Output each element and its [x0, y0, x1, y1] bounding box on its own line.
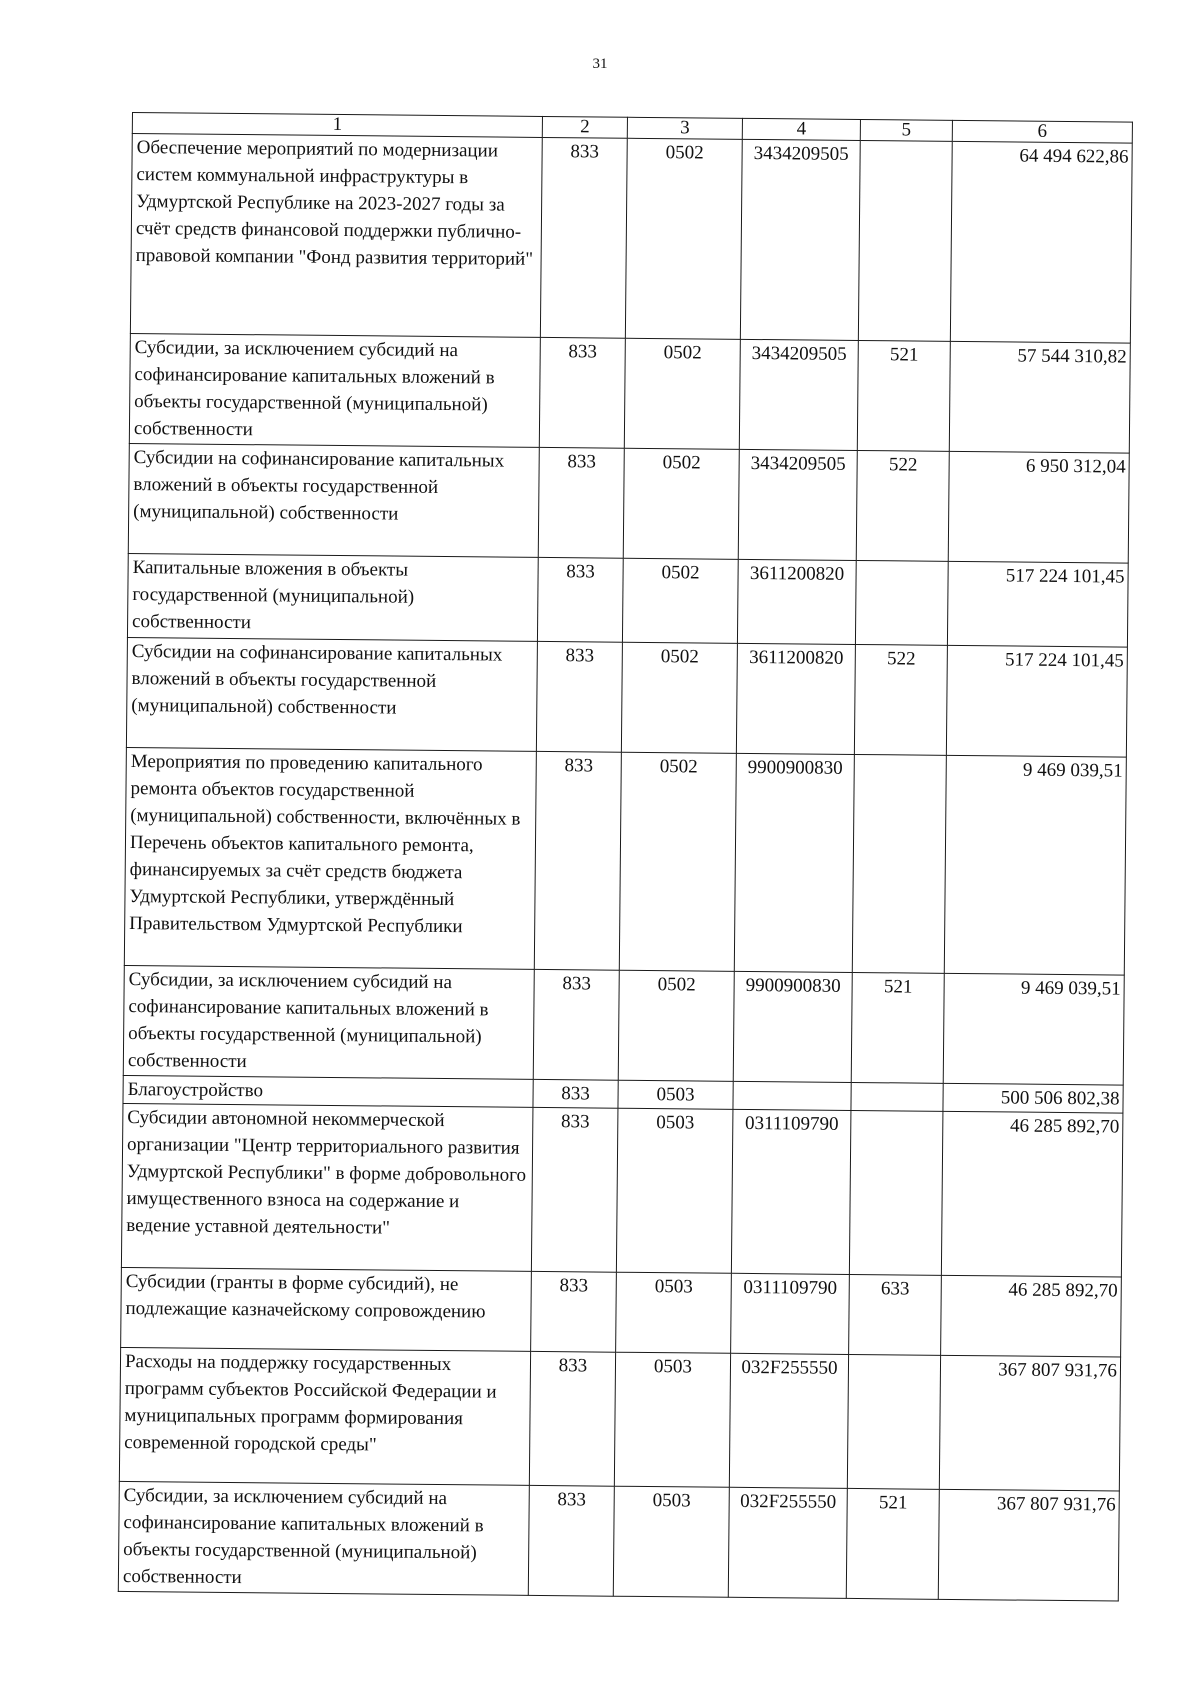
expense-name: Субсидии, за исключением субсидий на софинансирование капитальных вложений в объекты государственной (муниципальной) собственности — [118, 1481, 529, 1595]
table-row — [119, 1347, 1120, 1491]
amount: 500 506 802,38 — [943, 1083, 1123, 1113]
grbs-code: 833 — [536, 641, 622, 752]
expense-name: Капитальные вложения в объекты государственной (муниципальной) собственности — [127, 553, 538, 641]
grbs-code: 833 — [531, 1107, 618, 1272]
expense-kind-code — [849, 1110, 943, 1275]
expense-kind-code: 521 — [851, 972, 944, 1083]
column-header: 4 — [742, 118, 860, 140]
budget-table-wrapper — [118, 112, 1133, 1602]
expense-kind-code — [855, 560, 948, 645]
target-article-code: 9900900830 — [733, 971, 852, 1082]
expense-name: Субсидии на софинансирование капитальных вложений в объекты государственной (муниципальной) собственности — [126, 637, 537, 751]
column-header: 6 — [952, 120, 1132, 143]
expense-kind-code: 633 — [849, 1274, 942, 1355]
expense-kind-code — [847, 1354, 940, 1489]
section-code: 0503 — [616, 1272, 732, 1353]
grbs-code: 833 — [528, 1485, 614, 1596]
expense-kind-code: 522 — [856, 450, 949, 561]
target-article-code: 3611200820 — [736, 643, 855, 754]
grbs-code: 833 — [533, 969, 619, 1080]
expense-name: Благоустройство — [123, 1075, 533, 1107]
section-code: 0503 — [614, 1352, 730, 1487]
budget-table — [118, 112, 1133, 1602]
expense-name: Субсидии (гранты в форме субсидий), не подлежащие казначейскому сопровождению — [121, 1267, 532, 1351]
amount: 367 807 931,76 — [939, 1355, 1120, 1491]
column-header: 1 — [132, 113, 542, 138]
target-article-code: 3434209505 — [739, 339, 858, 450]
expense-name: Субсидии, за исключением субсидий на софинансирование капитальных вложений в объекты государственной (муниципальной) собственности — [123, 965, 534, 1079]
target-article-code: 9900900830 — [734, 753, 854, 972]
section-code: 0503 — [616, 1108, 733, 1273]
amount: 6 950 312,04 — [948, 451, 1129, 563]
expense-kind-code — [858, 140, 952, 341]
target-article-code: 3434209505 — [738, 449, 857, 560]
page-number: 31 — [592, 56, 608, 72]
table-row — [128, 443, 1129, 563]
expense-name: Мероприятия по проведению капитального ремонта объектов государственной (муниципальной) собственности, включённых в Перечень объектов капитального ремонта, финансируемых за счёт средств бюджета Удмуртской Республики, утверждённый Правительством Удмуртской Республики — [124, 747, 536, 969]
section-code: 0502 — [618, 970, 734, 1081]
grbs-code: 833 — [540, 137, 627, 338]
section-code: 0502 — [624, 338, 740, 449]
section-code: 0502 — [621, 642, 737, 753]
table-row — [118, 1481, 1119, 1601]
target-article-code: 0311109790 — [731, 1273, 850, 1354]
amount: 367 807 931,76 — [938, 1489, 1119, 1601]
expense-name: Расходы на поддержку государственных программ субъектов Российской Федерации и муниципальных программ формирования современной городской среды" — [119, 1347, 530, 1485]
amount: 57 544 310,82 — [949, 341, 1130, 453]
expense-kind-code — [852, 754, 946, 973]
table-row — [121, 1103, 1123, 1277]
table-row — [127, 553, 1128, 647]
section-code: 0502 — [622, 558, 738, 643]
expense-name: Субсидии автономной некоммерческой организации "Центр территориального развития Удмуртской Республики" в форме добровольного имущественного взноса на содержание и ведение уставной деятельности" — [121, 1103, 533, 1271]
expense-kind-code: 522 — [854, 644, 947, 755]
column-header: 5 — [860, 119, 952, 141]
target-article-code: 032F255550 — [729, 1353, 848, 1488]
amount: 46 285 892,70 — [941, 1111, 1123, 1277]
expense-name: Субсидии, за исключением субсидий на софинансирование капитальных вложений в объекты государственной (муниципальной) собственности — [129, 333, 540, 447]
table-row — [123, 965, 1124, 1085]
table-row — [129, 333, 1130, 453]
table-row — [121, 1267, 1122, 1357]
amount: 46 285 892,70 — [941, 1275, 1122, 1357]
target-article-code: 0311109790 — [731, 1109, 851, 1274]
grbs-code: 833 — [529, 1351, 615, 1486]
grbs-code: 833 — [533, 1079, 618, 1108]
table-row — [126, 637, 1127, 757]
target-article-code — [733, 1081, 851, 1110]
section-code: 0503 — [618, 1080, 733, 1109]
expense-kind-code — [851, 1082, 943, 1111]
section-code: 0502 — [619, 752, 736, 971]
amount: 64 494 622,86 — [950, 141, 1132, 343]
grbs-code: 833 — [537, 557, 623, 642]
section-code: 0502 — [623, 448, 739, 559]
amount: 517 224 101,45 — [947, 561, 1128, 647]
grbs-code: 833 — [534, 751, 621, 970]
amount: 517 224 101,45 — [946, 645, 1127, 757]
target-article-code: 032F255550 — [728, 1487, 847, 1598]
expense-name: Обеспечение мероприятий по модернизации систем коммунальной инфраструктуры в Удмуртской Республике на 2023-2027 годы за счёт средств финансовой поддержки публично-правовой компании "Фонд развития территорий" — [130, 134, 542, 338]
expense-name: Субсидии на софинансирование капитальных вложений в объекты государственной (муниципальной) собственности — [128, 443, 539, 557]
target-article-code: 3434209505 — [740, 139, 860, 340]
expense-kind-code: 521 — [857, 340, 950, 451]
table-row — [130, 134, 1132, 344]
expense-kind-code: 521 — [846, 1488, 939, 1599]
table-row — [124, 747, 1126, 975]
target-article-code: 3611200820 — [737, 559, 856, 644]
section-code: 0503 — [613, 1486, 729, 1597]
grbs-code: 833 — [539, 337, 625, 448]
grbs-code: 833 — [531, 1271, 617, 1352]
column-header: 3 — [627, 117, 742, 139]
section-code: 0502 — [625, 138, 742, 339]
grbs-code: 833 — [538, 447, 624, 558]
amount: 9 469 039,51 — [944, 755, 1126, 975]
column-header: 2 — [542, 116, 627, 138]
amount: 9 469 039,51 — [943, 973, 1124, 1085]
